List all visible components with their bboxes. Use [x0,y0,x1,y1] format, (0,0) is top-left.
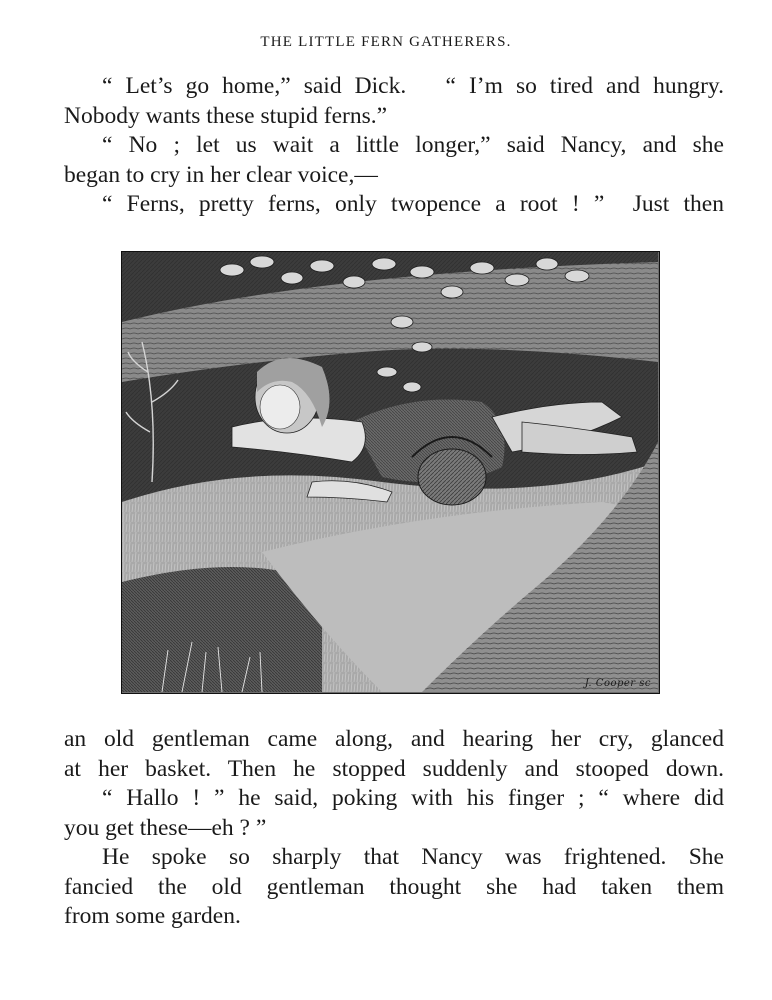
engraving-illustration [121,251,660,694]
text-line: “ Let’s go home,” said Dick. “ I’m so tired and hungry. [102,73,724,99]
text-line: “ Ferns, pretty ferns, only twopence a root ! ” Just then [102,191,724,217]
running-head: THE LITTLE FERN GATHERERS. [260,34,512,50]
bottom-paragraphs [64,725,724,932]
top-paragraphs [64,72,724,220]
text-line: fancied the old gentleman thought she had taken them [64,873,724,900]
text-line: “ No ; let us wait a little longer,” said Nancy, and she [102,132,724,158]
text-line: began to cry in her clear voice,— [64,161,378,188]
text-line: you get these—eh ? ” [64,814,267,841]
text-line: at her basket. Then he stopped suddenly and stooped down. [64,755,724,782]
engraver-signature: J. Cooper sc [584,678,651,689]
text-line: an old gentleman came along, and hearing her cry, glanced [64,726,724,752]
text-line: “ Hallo ! ” he said, poking with his finger ; “ where did [102,785,724,811]
text-line: Nobody wants these stupid ferns.” [64,102,388,129]
text-line: from some garden. [64,903,241,929]
girl-picking-ferns-engraving [122,252,658,692]
text-line: He spoke so sharply that Nancy was frightened. She [102,844,724,870]
